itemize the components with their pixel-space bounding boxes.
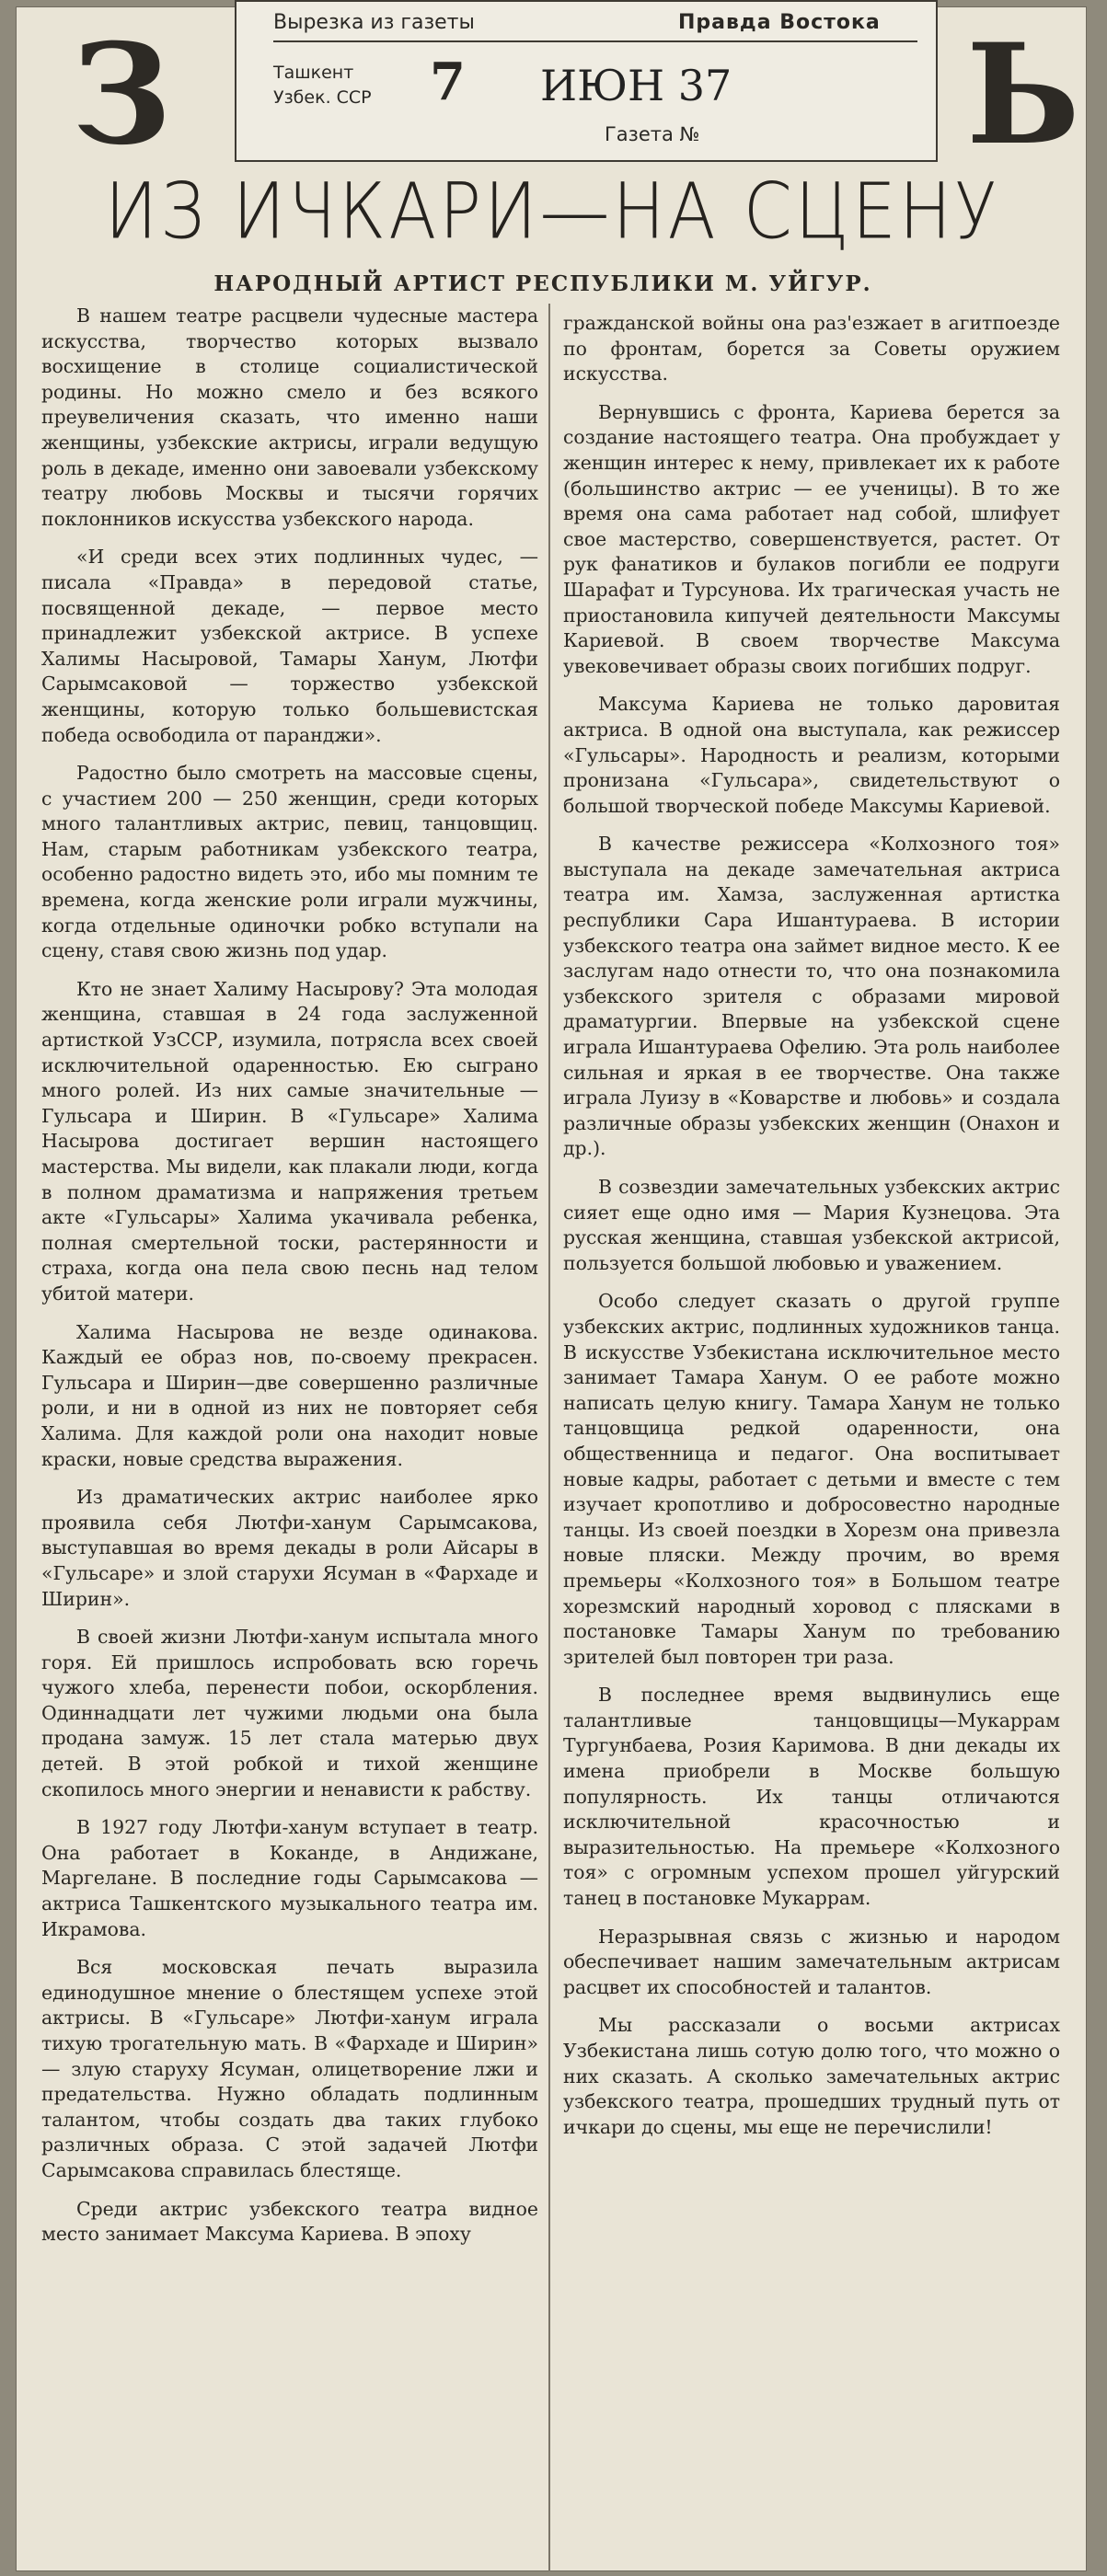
paragraph: Кто не знает Халиму Насырову? Эта молодая женщина, ставшая в 24 года заслуженной артисткой УзССР, изумила, потрясла всех своей исключительной одаренностью. Ею сыграно много ролей. Из них самые значительные — Гульсара и Ширин. В «Гульсаре» Халима Насырова достигает вершин настоящего мастерства. Мы видели, как плакали люди, когда в полном драматизма и напряжения третьем акте «Гульсары» Халима укачивала ребенка, полная смертельной тоски, растерянности и страха, когда она пела свою песнь над телом убитой матери.: [41, 977, 538, 1305]
paragraph: «И среди всех этих подлинных чудес, — писала «Правда» в передовой статье, посвященной декаде, — первое место принадлежит узбекской актрисе. В успехе Халимы Насыровой, Тамары Ханум, Лютфи Сарымсаковой — торжество узбекской женщины, которую только большевистская победа освободила от паранджи».: [41, 546, 538, 746]
paragraph: В последнее время выдвинулись еще талантливые танцовщицы—Мукаррам Тургунбаева, Розия Каримова. В дни декады их имена приобрели в Москве большую популярность. Их танцы отличаются исключительной красочностью и выразительностью. На премьере «Колхозного тоя» с огромным успехом прошел уйгурский танец в постановке Мукаррам.: [563, 1684, 1060, 1910]
article-headline: ИЗ ИЧКАРИ—НА СЦЕНУ: [104, 166, 1000, 257]
stamp-place: Ташкент Узбек. ССР: [273, 63, 372, 108]
paragraph: Из драматических актрис наиболее ярко проявила себя Лютфи-ханум Сарымсакова, выступавшая во время декады в роли Айсары в «Гульсаре» и злой старухи Ясуман в «Фархаде и Ширин».: [41, 1486, 538, 1610]
stamp-day: 7: [430, 52, 466, 112]
paragraph: В качестве режиссера «Колхозного тоя» выступала на декаде замечательная актриса театра им. Хамза, заслуженная артистка республики Сара Ишантураева. В истории узбекского театра она займет видное место. К ее заслугам надо отнести то, что она познакомила узбекского зрителя с образами мировой драматургии. Впервые на узбекской сцене играла Ишантураева Офелию. Эта роль наиболее сильная и яркая в ее творчестве. Она также играла Луизу в «Коварстве и любовь» и создала различные образы узбекских женщин (Онахон и др.).: [563, 833, 1060, 1160]
stamp-header-row: [273, 7, 917, 42]
paragraph: Вся московская печать выразила единодушное мнение о блестящем успехе этой актрисы. В «Гульсаре» Лютфи-ханум играла тихую трогательную мать. В «Фархаде и Ширин» — злую старуху Ясуман, олицетворение лжи и предательства. Нужно обладать подлинным талантом, чтобы создать два таких глубоко различных образа. С этой задачей Лютфи Сарымсакова справилась блестяще.: [41, 1956, 538, 2181]
paragraph: В своей жизни Лютфи-ханум испытала много горя. Ей пришлось испробовать всю горечь чужого хлеба, перенести побои, оскорбления. Одиннадцати лет чужими людьми она была продана замуж. 15 лет стала матерью двух детей. В этой робкой и тихой женщине скопилось много энергии и ненависти к рабству.: [41, 1626, 538, 1800]
paragraph: Халима Насырова не везде одинакова. Каждый ее образ нов, по-своему прекрасен. Гульсара и Ширин—две совершенно различные роли, и ни в одной из них не повторяет себя Халима. Для каждой роли она находит новые краски, новые средства выражения.: [41, 1320, 538, 1470]
stamp-cut-label: Вырезка из газеты: [273, 11, 475, 34]
paragraph: В созвездии замечательных узбекских актрис сияет еще одно имя — Мария Кузнецова. Эта русская женщина, ставшая узбекской актрисой, пользуется большой любовью и уважением.: [563, 1176, 1060, 1274]
paragraph: Мы рассказали о восьми актрисах Узбекистана лишь сотую долю того, что можно о них сказать. А сколько замечательных актрис узбекского театра, прошедших трудный путь от ичкари до сцены, мы еще не перечислили!: [563, 2014, 1060, 2138]
paragraph: В 1927 году Лютфи-ханум вступает в театр. Она работает в Коканде, в Андижане, Маргелане. В последние годы Сарымсакова — актриса Ташкентского музыкального театра им. Икрамова.: [41, 1816, 538, 1940]
banner-fragment-right: Ь: [966, 14, 1080, 176]
stamp-gazeta-number: Газета №: [605, 123, 700, 145]
left-column: [41, 304, 538, 2248]
paragraph: В нашем театре расцвели чудесные мастера искусства, творчество которых вызвало восхищение в столице социалистической родины. Но можно смело и без всякого преувеличения сказать, что именно наши женщины, узбекские актрисы, играли ведущую роль в декаде, именно они завоевали узбекскому театру любовь Москвы и тысячи горячих поклонников искусства узбекского народа.: [41, 305, 538, 530]
paragraph: Радостно было смотреть на массовые сцены, с участием 200 — 250 женщин, среди которых много талантливых актрис, певиц, танцовщиц. Нам, старым работникам узбекского театра, особенно радостно видеть это, ибо мы помним те времена, когда женские роли играли мужчины, когда отдельные одиночки робко вступали на сцену, ставя свою жизнь под удар.: [41, 762, 538, 962]
paragraph: Особо следует сказать о другой группе узбекских актрис, подлинных художников танца. В искусстве Узбекистана исключительное место занимает Тамара Ханум. О ее работе можно написать целую книгу. Тамара Ханум не только танцовщица редкой одаренности, она общественница и педагог. Она воспитывает новые кадры, работает с детьми и вместе с тем изучает кропотливо и добросовестно народные танцы. Из своей поездки в Хорезм она привезла новые пляски. Между прочим, во время премьеры «Колхозного тоя» в Большом театре хорезмский народный хоровод с плясками в постановке Тамары Ханум по требованию зрителей был повторен три раза.: [563, 1290, 1060, 1668]
paragraph: Максума Кариева не только даровитая актриса. В одной она выступала, как режиссер «Гульсары». Народность и реализм, которыми пронизана «Гульсара», свидетельствуют о большой творческой победе Максумы Кариевой.: [563, 693, 1060, 817]
paragraph: Среди актрис узбекского театра видное место занимает Максума Кариева. В эпоху: [41, 2197, 538, 2246]
stamp-date: ИЮН 37: [540, 61, 732, 110]
column-divider: [548, 304, 550, 2571]
paragraph: Вернувшись с фронта, Кариева берется за создание настоящего театра. Она пробуждает у женщин интерес к нему, привлекает их к работе (большинство актрис — ее ученицы). В то же время она сама работает над собой, шлифует свое мастерство, совершенствуется, растет. От рук фанатиков и булаков погибли ее подруги Шарафат и Турсунова. Их трагическая участь не приостановила кипучей деятельности Максумы Кариевой. В своем творчестве Максума увековечивает образы своих погибших подруг.: [563, 400, 1060, 677]
paragraph: гражданской войны она раз'езжает в агитпоезде по фронтам, борется за Советы оружием искусства.: [563, 312, 1060, 385]
clipping-bureau-stamp: [235, 0, 938, 162]
right-column: [563, 311, 1060, 2140]
article-byline: НАРОДНЫЙ АРТИСТ РЕСПУБЛИКИ М. УЙГУР.: [213, 271, 872, 296]
stamp-newspaper-name: Правда Востока: [678, 11, 881, 34]
paragraph: Неразрывная связь с жизнью и народом обеспечивает нашим замечательным актрисам расцвет их способностей и талантов.: [563, 1925, 1060, 1998]
banner-fragment-left: З: [72, 14, 172, 176]
